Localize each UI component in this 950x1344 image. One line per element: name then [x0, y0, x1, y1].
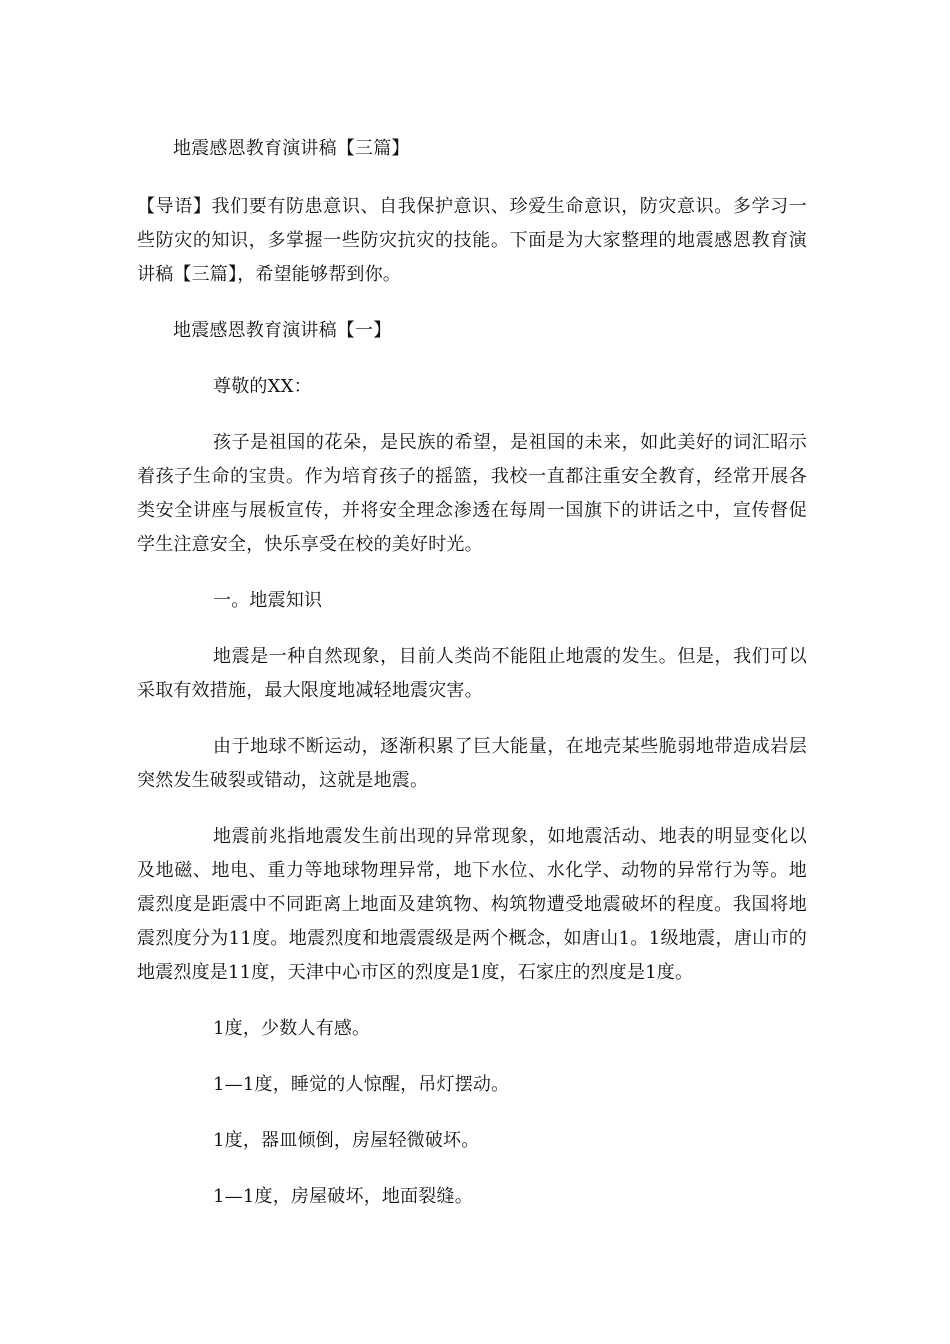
section-title: 地震感恩教育演讲稿【一】	[173, 320, 392, 341]
intro-paragraph: 【导语】我们要有防患意识、自我保护意识、珍爱生命意识，防灾意识。多学习一些防灾的知识，多掌握一些防灾抗灾的技能。下面是为大家整理的地震感恩教育演讲稿【三篇】，希望能够帮到你。	[137, 196, 807, 285]
subheading-earthquake-knowledge: 一。地震知识	[213, 590, 323, 611]
document-page	[137, 132, 807, 1214]
document-title: 地震感恩教育演讲稿【三篇】	[173, 138, 410, 159]
intensity-item: 1—1度，房屋破坏，地面裂缝。	[213, 1186, 473, 1207]
body-paragraph: 地震前兆指地震发生前出现的异常现象，如地震活动、地表的明显变化以及地磁、地电、重力等地球物理异常，地下水位、水化学、动物的异常行为等。地震烈度是距震中不同距离上地面及建筑物、构筑物遭受地震破坏的程度。我国将地震烈度分为11度。地震烈度和地震震级是两个概念，如唐山1。1级地震，唐山市的地震烈度是11度，天津中心市区的烈度是1度，石家庄的烈度是1度。	[137, 826, 807, 983]
salutation: 尊敬的XX：	[213, 376, 312, 397]
body-paragraph: 孩子是祖国的花朵，是民族的希望，是祖国的未来，如此美好的词汇昭示着孩子生命的宝贵。作为培育孩子的摇篮，我校一直都注重安全教育，经常开展各类安全讲座与展板宣传，并将安全理念渗透在每周一国旗下的讲话之中，宣传督促学生注意安全，快乐享受在校的美好时光。	[137, 432, 807, 555]
intensity-item: 1度，少数人有感。	[213, 1018, 371, 1039]
intensity-item: 1度，器皿倾倒，房屋轻微破坏。	[213, 1130, 480, 1151]
intensity-item: 1—1度，睡觉的人惊醒，吊灯摆动。	[213, 1074, 510, 1095]
body-paragraph: 地震是一种自然现象，目前人类尚不能阻止地震的发生。但是，我们可以采取有效措施，最大限度地减轻地震灾害。	[137, 646, 807, 701]
body-paragraph: 由于地球不断运动，逐渐积累了巨大能量，在地壳某些脆弱地带造成岩层突然发生破裂或错动，这就是地震。	[137, 736, 807, 791]
